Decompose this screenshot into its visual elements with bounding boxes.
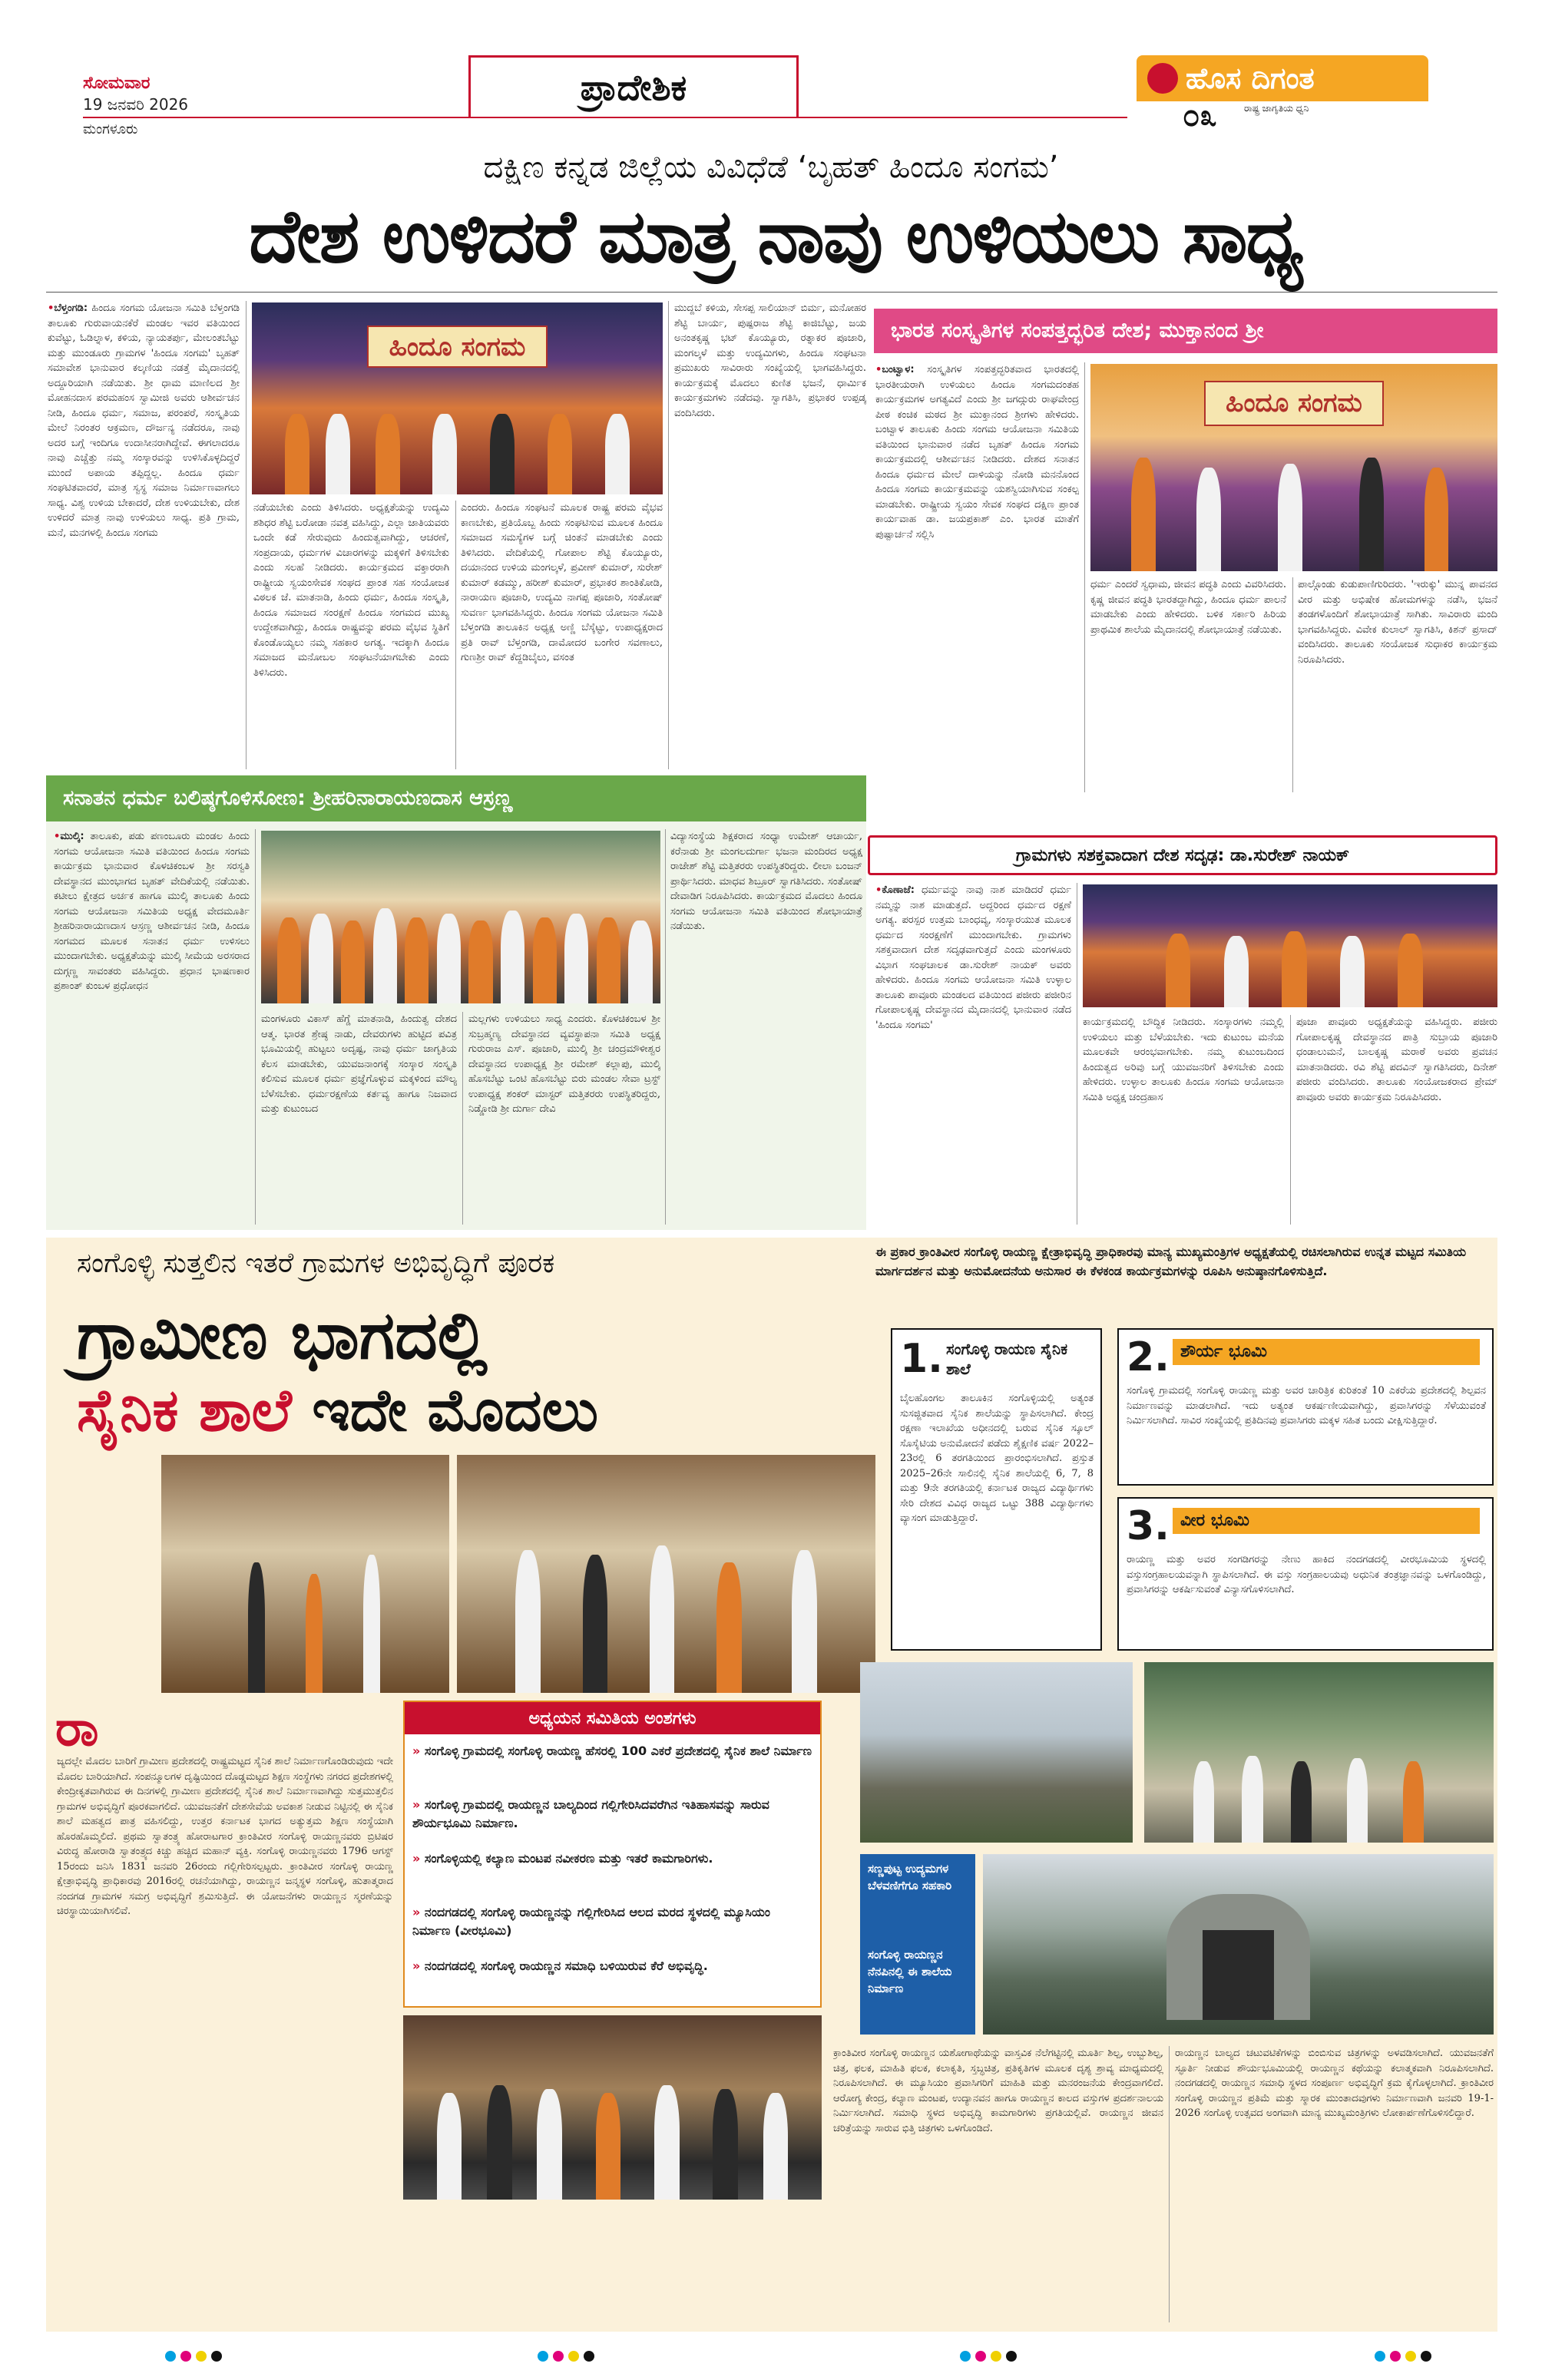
sangolli-photo-2 [457,1455,875,1693]
samiti-head: ಅಧ್ಯಯನ ಸಮಿತಿಯ ಅಂಶಗಳು [405,1702,820,1734]
box2-body: ಸಂಗೊಳ್ಳಿ ಗ್ರಾಮದಲ್ಲಿ ಸಂಗೊಳ್ಳಿ ರಾಯಣ್ಣ ಮತ್ತು ಅವರ ಚಾರಿತ್ರಿಕ ಕುರಿತಂತೆ 10 ಎಕರೆಯ ಪ್ರದೇಶದಲ್ಲಿ ಶಿಲ್ಪವನ ನಿರ್ಮಾಣವನ್ನು ಮಾಡಲಾಗಿದೆ. ಇದು ಅತ್ಯಂತ ಆಕರ್ಷಣೀಯವಾಗಿದ್ದು, ಪ್ರವಾಸಿಗರನ್ನು ಸೆಳೆಯುವಂತೆ ನಿರ್ಮಿಸಲಾಗಿದೆ. ಸಾವಿರ ಸಂಖ್ಯೆಯಲ್ಲಿ ಪ್ರತಿದಿನವು ಪ್ರವಾಸಿಗರು ಮಕ್ಕಳ ಸಹಿತ ಬಂದು ವೀಕ್ಷಿಸುತ್ತಿದ್ದಾರೆ. [1127,1385,1486,1426]
gramagalu-col-3: ಪೂಜಾ ಪಾವೂರು ಅಧ್ಯಕ್ಷತೆಯನ್ನು ವಹಿಸಿದ್ದರು. ಪಜೀರು ಗೋಪಾಲಕೃಷ್ಣ ದೇವಸ್ಥಾನದ ಪಾತ್ರಿ ಸುಬ್ರಾಯ ಪೂಜಾರಿ ಧಂಡಾಲುಮನೆ, ಬಾಲಕೃಷ್ಣ ಮರಾಠೆ ಅವರು ಪ್ರವಚನ ಮಾತನಾಡಿದರು. ರವಿ ಶೆಟ್ಟಿ ಪದವಿನ್ ಸ್ವಾಗತಿಸಿದರು, ದಿನೇಶ್ ಪಜೀರು ವಂದಿಸಿದರು. ತಾಲೂಕು ಸಂಯೋಜಕರಾದ ಪ್ರೇಮ್ ಪಾವೂರು ಅವರು ಕಾರ್ಯಕ್ರಮ ನಿರೂಪಿಸಿದರು. [1296,1016,1497,1103]
arrow-icon: » [412,1744,421,1758]
sanatana-head: ಸನಾತನ ಧರ್ಮ ಬಲಿಷ್ಠಗೊಳಿಸೋಣ: ಶ್ರೀಹರಿನಾರಾಯಣದಾಸ ಆಸ್ರಣ್ಣ [46,775,866,821]
arrow-icon: » [412,1797,421,1812]
sangolli-photo-3 [860,1662,1133,1843]
samiti-item-4 [412,1903,812,1940]
photo-banner: ಹಿಂದೂ ಸಂಗಮ [367,326,548,368]
sangolli-headline-2 [77,1376,598,1446]
sangolli-dropcap: ರಾ [55,1701,99,1757]
box2-number: 2. [1127,1334,1170,1380]
box1-body: ಬೈಲಹೊಂಗಲ ತಾಲೂಕಿನ ಸಂಗೊಳ್ಳಿಯಲ್ಲಿ ಅತ್ಯಂತ ಸುಸಜ್ಜಿತವಾದ ಸೈನಿಕ ಶಾಲೆಯನ್ನು ಸ್ಥಾಪಿಸಲಾಗಿದೆ. ಕೇಂದ್ರ ರಕ್ಷಣಾ ಇಲಾಖೆಯ ಅಧೀನದಲ್ಲಿ ಬರುವ ಸೈನಿಕ ಸ್ಕೂಲ್ ಸೊಸೈಟಿಯ ಅನುಮೋದನೆ ಪಡೆದು ಶೈಕ್ಷಣಿಕ ವರ್ಷ 2022–23ರಲ್ಲಿ 6 ತರಗತಿಯಿಂದ ಪ್ರಾರಂಭಿಸಲಾಗಿದೆ. ಪ್ರಸ್ತುತ 2025–26ನೇ ಸಾಲಿನಲ್ಲಿ ಸೈನಿಕ ಶಾಲೆಯಲ್ಲಿ 6, 7, 8 ಮತ್ತು 9ನೇ ತರಗತಿಯಲ್ಲಿ ಕರ್ನಾಟಕ ರಾಜ್ಯದ ವಿದ್ಯಾರ್ಥಿಗಳು ಸೇರಿ ದೇಶದ ವಿವಿಧ ರಾಜ್ಯದ ಒಟ್ಟು 388 ವಿದ್ಯಾರ್ಥಿಗಳು ವ್ಯಾಸಂಗ ಮಾಡುತ್ತಿದ್ದಾರೆ. [900,1393,1094,1524]
samiti-item-2-text: ಸಂಗೊಳ್ಳಿ ಗ್ರಾಮದಲ್ಲಿ ರಾಯಣ್ಣನ ಬಾಲ್ಯದಿಂದ ಗಲ್ಲಿಗೇರಿಸಿದವರೆಗಿನ ಇತಿಹಾಸವನ್ನು ಸಾರುವ ಶೌರ್ಯಭೂಮಿ ನಿರ್ಮಾಣ. [412,1797,769,1830]
bullet-icon: • [48,302,55,314]
box3 [1117,1497,1494,1651]
sanatana-col-3: ಮಲ್ಲಗಳು ಉಳಿಯಲು ಸಾಧ್ಯ ಎಂದರು. ಕೊಳಚಿಕಂಬಳ ಶ್ರೀ ಸುಬ್ರಹ್ಮಣ್ಯ ದೇವಸ್ಥಾನದ ವ್ಯವಸ್ಥಾಪನಾ ಸಮಿತಿ ಅಧ್ಯಕ್ಷ ಗುರುರಾಜ ಎಸ್. ಪೂಜಾರಿ, ಮುಲ್ಕಿ ಶ್ರೀ ಚಂದ್ರಮೌಳೀಶ್ವರ ದೇವಸ್ಥಾನದ ಉಪಾಧ್ಯಕ್ಷ ಶ್ರೀ ರಮೇಶ್ ಕಲ್ಲಾಪು, ಮುಲ್ಕಿ ಹೊಸಬೆಟ್ಟು ಒಂಟಿ ಹೊಸಬೆಟ್ಟು ಬಿರು ಮಂಡಲ ಸೇವಾ ಟ್ರಸ್ಟ್ ಉಪಾಧ್ಯಕ್ಷ ಶಂಕರ್ ಮಾಸ್ಟರ್ ಮತ್ತಿತರರು ಉಪಸ್ಥಿತರಿದ್ದರು, ನಿಡ್ಡೋಡಿ ಶ್ರೀ ದುರ್ಗಾ ದೇವಿ [468,1013,660,1115]
sangolli-photo-6 [403,2015,822,2200]
sanatana-col-2: ಮಂಗಳೂರು ವಿಕಾಸ್ ಹೆಗ್ಡೆ ಮಾತನಾಡಿ, ಹಿಂದುತ್ವ ದೇಶದ ಆತ್ಮ. ಭಾರತ ಶ್ರೇಷ್ಠ ನಾಡು, ದೇವರುಗಳು ಹುಟ್ಟಿದ ಪವಿತ್ರ ಭೂಮಿಯಲ್ಲಿ ಹುಟ್ಟಲು ಅದೃಷ್ಟ, ನಾವು ಧರ್ಮ ಜಾಗೃತಿಯ ಕೆಲಸ ಮಾಡಬೇಕು, ಯುವಜನಾಂಗಕ್ಕೆ ಸಂಸ್ಕಾರ ಸಂಸ್ಕೃತಿ ಕಲಿಸುವ ಮೂಲಕ ಧರ್ಮ ಪ್ರಜ್ಞೆಗೊಳ್ಳುವ ಮಕ್ಕಳಿಂದ ಮೌಲ್ಯ ಬೆಳೆಸಬೇಕು. ಧರ್ಮರಕ್ಷಣೆಯ ಕರ್ತವ್ಯ ಹಾಗೂ ನಿಜವಾದ ಮತ್ತು ಕುಟುಂಬದ [261,1013,457,1115]
gramagalu-col-1-text: ಧರ್ಮವನ್ನು ನಾವು ನಾಶ ಮಾಡಿದರೆ ಧರ್ಮ ನಮ್ಮನ್ನು ನಾಶ ಮಾಡುತ್ತದೆ. ಅದ್ದರಿಂದ ಧರ್ಮದ ರಕ್ಷಣೆ ಅಗತ್ಯ. ಪರಸ್ಪರ ಉತ್ತಮ ಬಾಂಧವ್ಯ, ಸಂಸ್ಕಾರಯುತ ಮೂಲಕ ಧರ್ಮದ ಸಂರಕ್ಷಣೆಗೆ ಮುಂದಾಗಬೇಕು. ಗ್ರಾಮಗಳು ಸಶಕ್ತವಾದಾಗ ದೇಶ ಸದೃಢವಾಗುತ್ತದೆ ಎಂದು ಮಂಗಳೂರು ವಿಭಾಗ ಸಂಘಚಾಲಕ ಡಾ.ಸುರೇಶ್ ನಾಯಕ್ ಅವರು ಹೇಳಿದರು. ಹಿಂದೂ ಸಂಗಮ ಆಯೋಜನಾ ಸಮಿತಿ ಉಳ್ಳಾಲ ತಾಲೂಕು ಪಾವೂರು ಮಂಡಲದ ವತಿಯಿಂದ ಪಜೀರು ಪಜೀರಿನ ಗೋಪಾಲಕೃಷ್ಣ ದೇವಸ್ಥಾನದ ಮೈದಾನದಲ್ಲಿ ಭಾನುವಾರ ನಡೆದ 'ಹಿಂದೂ ಸಂಗಮ' [875,884,1071,1031]
box2 [1117,1328,1494,1486]
lead-dateline: ಬೆಳ್ತಂಗಡಿ: [54,302,88,314]
lotus-icon [1147,63,1178,94]
sangolli-photo-4 [1144,1662,1494,1843]
samiti-item-3 [412,1849,812,1868]
bharat-photo [1090,364,1497,571]
box3-number: 3. [1127,1503,1170,1549]
sanatana-photo [261,831,660,1003]
side-point-2: ಸಂಗೊಳ್ಳಿ ರಾಯಣ್ಣನ ನೆನಪಿನಲ್ಲಿ ಈ ಶಾಲೆಯ ನಿರ್ಮಾಣ [868,1948,952,1995]
box1-number: 1. [900,1336,943,1382]
bharat-col-3: ಧರ್ಮ ಎಂದರೆ ಸ್ವಧಾಮ, ಜೀವನ ಪದ್ಧತಿ ಎಂದು ವಿವರಿಸಿದರು. ಕೃಷ್ಣ ಜೀವನ ಪದ್ಧತಿ ಭಾರತದ್ದಾಗಿದ್ದು, ಹಿಂದೂ ಧರ್ಮ ಪಾಲನೆ ಮಾಡಬೇಕು ಎಂದು ಹೇಳಿದರು. ಬಳಿಕ ಸರ್ಕಾರಿ ಹಿರಿಯ ಪ್ರಾಥಮಿಕ ಶಾಲೆಯ ಮೈದಾನದಲ್ಲಿ ಶೋಭಾಯಾತ್ರೆ ನಡೆಯಿತು. [1090,579,1286,636]
page-number: ೦೩ [1183,98,1217,134]
bharat-dateline: ಬಂಟ್ವಾಳ: [882,364,915,375]
lead-col-4: ಮುದ್ದಬೆ ಕಳಿಯ, ಸೇಸಪ್ಪ ಸಾಲಿಯಾನ್ ಬಿರ್ಮ, ಮನೋಹರ ಶೆಟ್ಟಿ ಬಾರ್ಯ, ಪುಷ್ಪರಾಜ ಶೆಟ್ಟಿ ಕಾಜಿಬೆಟ್ಟು, ಜಯ ಅನಂತಕೃಷ್ಣ ಭಟ್ ಕೊಯ್ಯೂರು, ರತ್ನಾಕರ ಪೂಜಾರಿ, ಮಂಗಲ್ಕಳೆ ಮತ್ತು ಉದ್ಯಮಿಗಳು, ಹಿಂದೂ ಸಂಘಟನಾ ಪ್ರಮುಖರು ಸಾವಿರಾರು ಸಂಖ್ಯೆಯಲ್ಲಿ ಭಾಗವಹಿಸಿದ್ದರು. ಕಾರ್ಯಕ್ರಮಕ್ಕೆ ಮೊದಲು ಕುಣಿತ ಭಜನೆ, ಧಾರ್ಮಿಕ ಕಾರ್ಯಕ್ರಮಗಳು ನಡೆದವು. ಸ್ವಾಗತಿಸಿ, ಪ್ರಭಾಕರ ಉಪ್ಪಡ್ಕ ವಂದಿಸಿದರು. [674,302,866,419]
lead-photo [252,302,663,494]
lead-col-2: ನಡೆಯಬೇಕು ಎಂದು ತಿಳಿಸಿದರು. ಅಧ್ಯಕ್ಷತೆಯನ್ನು ಉದ್ಯಮಿ ಶಶಿಧರ ಶೆಟ್ಟಿ ಬರೋಡಾ ನವತ್ತ ವಹಿಸಿದ್ದು, ಎಲ್ಲಾ ಜಾತಿಯವರು ಒಂದೇ ಕಡೆ ಸೇರುವುದು ಹಿಂದುತ್ವವಾಗಿದ್ದು, ಆಚರಣೆ, ಸಂಪ್ರದಾಯ, ಧರ್ಮಗಳ ವಿಚಾರಗಳನ್ನು ಮಕ್ಕಳಿಗೆ ತಿಳಿಸಬೇಕು ಎಂದು ಸಲಹೆ ನೀಡಿದರು. ಕಾರ್ಯಕ್ರಮದ ವಕ್ತಾರರಾಗಿ ರಾಷ್ಟ್ರೀಯ ಸ್ವಯಂಸೇವಕ ಸಂಘದ ಪ್ರಾಂತ ಸಹ ಸಂಯೋಜಕ ವಿಠಲಕ ಜೆ. ಮಾತನಾಡಿ, ಹಿಂದು ಧರ್ಮ, ಹಿಂದೂ ಸಂಸ್ಕೃತಿ, ಹಿಂದೂ ಸಮಾಜದ ಸಂರಕ್ಷಣೆ ಹಿಂದೂ ಸಂಗಮದ ಮುಖ್ಯ ಉದ್ದೇಶವಾಗಿದ್ದು, ಹಿಂದೂ ರಾಷ್ಟ್ರವನ್ನು ಪರಮ ವೈಭವ ಸ್ಥಿತಿಗೆ ಕೊಂಡೊಯ್ಯಲು ನಮ್ಮ ಸಹಕಾರ ಅಗತ್ಯ. ಇದಕ್ಕಾಗಿ ಹಿಂದೂ ಸಮಾಜದ ಮನೋಬಲ ಸಂಘಟನೆಯಾಗಬೇಕು ಎಂದು ತಿಳಿಸಿದರು. [253,502,449,679]
samiti-item-5-text: ನಂದಗಡದಲ್ಲಿ ಸಂಗೊಳ್ಳಿ ರಾಯಣ್ಣನ ಸಮಾಧಿ ಬಳಿಯಿರುವ ಕೆರೆ ಅಭಿವೃದ್ಧಿ. [424,1959,708,1973]
lead-col-1-text: ಹಿಂದೂ ಸಂಗಮ ಯೋಜನಾ ಸಮಿತಿ ಬೆಳ್ತಂಗಡಿ ತಾಲೂಕು ಗುರುವಾಯನಕೆರೆ ಮಂಡಲ ಇವರ ವತಿಯಿಂದ ಕುವೆಟ್ಟು, ಓಡಿಲ್ನಾಳ, ಕಳಿಯ, ನ್ಯಾಯತರ್ಪು, ಮೇಲಂತಬೆಟ್ಟು ಮತ್ತು ಮುಂಡೂರು ಗ್ರಾಮಗಳ 'ಹಿಂದೂ ಸಂಗಮ' ಬೃಹತ್ ಸಮಾವೇಶ ಭಾನುವಾರ ಕಲ್ಕಣಿಯ ನಡತ್ತೆ ಮೈದಾನದಲ್ಲಿ ಅದ್ದೂರಿಯಾಗಿ ನಡೆಯಿತು. ಶ್ರೀ ಧಾಮ ಮಾಣಿಲದ ಶ್ರೀ ಮೋಹನದಾಸ ಪರಮಹಂಸ ಸ್ವಾಮೀಜಿ ಅವರು ಆಶೀರ್ವಚನ ನೀಡಿ, ಹಿಂದೂ ಧರ್ಮ, ಸಮಾಜ, ಪರಂಪರೆ, ಸಂಸ್ಕೃತಿಯ ಮೇಲೆ ನಿರಂತರ ಆಕ್ರಮಣ, ದೌರ್ಜನ್ಯ ನಡೆದರೂ, ನಾವು ಅದರ ಬಗ್ಗೆ ಇಂದಿಗೂ ಉದಾಸೀನರಾಗಿದ್ದೇವೆ. ಈಗಲಾದರೂ ನಾವು ಎಚ್ಚೆತ್ತು ನಮ್ಮ ಸಂಸ್ಕಾರವನ್ನು ಉಳಿಸಿಕೊಳ್ಳದಿದ್ದರೆ ಮುಂದೆ ಅಪಾಯ ತಪ್ಪಿದ್ದಲ್ಲ. ಹಿಂದೂ ಧರ್ಮ ಸಂಘಟಿತವಾದರೆ, ಮಾತ್ರ ಸ್ವಸ್ಥ ಸಮಾಜ ನಿರ್ಮಾಣವಾಗಲು ಸಾಧ್ಯ. ವಿಶ್ವ ಉಳಿಯ ಬೇಕಾದರೆ, ದೇಶ ಉಳಿಯಬೇಕು, ದೇಶ ಉಳಿದರೆ ಮಾತ್ರ ನಾವು ಉಳಿಯಲು ಸಾಧ್ಯ. ಪ್ರತಿ ಗ್ರಾಮ, ಮನೆ, ಮನಗಳಲ್ಲಿ ಹಿಂದೂ ಸಂಗಮ [48,302,240,539]
gramagalu-col-1: •ಕೊಣಾಜೆ: ಧರ್ಮವನ್ನು ನಾವು ನಾಶ ಮಾಡಿದರೆ ಧರ್ಮ ನಮ್ಮನ್ನು ನಾಶ ಮಾಡುತ್ತದೆ. ಅದ್ದರಿಂದ ಧರ್ಮದ ರಕ್ಷಣೆ ಅಗತ್ಯ. ಪರಸ್ಪರ ಉತ್ತಮ ಬಾಂಧವ್ಯ, ಸಂಸ್ಕಾರಯುತ ಮೂಲಕ ಧರ್ಮದ ಸಂರಕ್ಷಣೆಗೆ ಮುಂದಾಗಬೇಕು. ಗ್ರಾಮಗಳು ಸಶಕ್ತವಾದಾಗ ದೇಶ ಸದೃಢವಾಗುತ್ತದೆ ಎಂದು ಮಂಗಳೂರು ವಿಭಾಗ ಸಂಘಚಾಲಕ ಡಾ.ಸುರೇಶ್ ನಾಯಕ್ ಅವರು ಹೇಳಿದರು. ಹಿಂದೂ ಸಂಗಮ ಆಯೋಜನಾ ಸಮಿತಿ ಉಳ್ಳಾಲ ತಾಲೂಕು ಪಾವೂರು ಮಂಡಲದ ವತಿಯಿಂದ ಪಜೀರು ಪಜೀರಿನ ಗೋಪಾಲಕೃಷ್ಣ ದೇವಸ್ಥಾನದ ಮೈದಾನದಲ್ಲಿ ಭಾನುವಾರ ನಡೆದ 'ಹಿಂದೂ ಸಂಗಮ' [875,884,1071,1031]
lead-col-3: ಎಂದರು. ಹಿಂದೂ ಸಂಘಟನೆ ಮೂಲಕ ರಾಷ್ಟ್ರ ಪರಮ ವೈಭವ ಕಾಣಬೇಕು, ಪ್ರತಿಯೊಬ್ಬ ಹಿಂದು ಸಂಘಟಿಸುವ ಮೂಲಕ ಹಿಂದೂ ಸಮಾಜದ ಸಮಸ್ಯೆಗಳ ಬಗ್ಗೆ ಚಿಂತನೆ ಮಾಡಬೇಕು ಎಂದು ತಿಳಿಸಿದರು. ವೇದಿಕೆಯಲ್ಲಿ ಗೋಪಾಲ ಶೆಟ್ಟಿ ಕೊಯ್ಯೂರು, ದಯಾನಂದ ಉಳಿಯ ಮಂಗಲ್ಕಳೆ, ಪ್ರವೀಣ್ ಕುಮಾರ್, ಸುರೇಶ್ ಕುಮಾರ್ ಕಡಮ್ಮು, ಹರೀಶ್ ಕುಮಾರ್, ಪ್ರಭಾಕರ ಶಾಂತಿಕೋಡಿ, ನಾರಾಯಣ ಪೂಜಾರಿ, ಉದ್ಯಮಿ ನಾಗಪ್ಪ ಪೂಜಾರಿ, ಸಂತೋಷ್ ಸುವರ್ಣ ಭಾಗವಹಿಸಿದ್ದರು. ಹಿಂದೂ ಸಂಗಮ ಯೋಜನಾ ಸಮಿತಿ ಬೆಳ್ತಂಗಡಿ ತಾಲೂಕಿನ ಅಧ್ಯಕ್ಷ ಅಣ್ಣಿ ಬೆಸ್ಕೆಟ್ಟು, ಉಪಾಧ್ಯಕ್ಷರಾದ ಪ್ರತಿ ರಾವ್ ಬೆಳ್ತಂಗಡಿ, ದಾಮೋದರ ಬಂಗೇರ ಸವಣಾಲು, ಗುಣಶ್ರೀ ರಾವ್ ಕೆದ್ದಡಿಬೈಲು, ವಸಂತ [461,502,663,663]
city-label: ಮಂಗಳೂರು [83,121,138,137]
sanatana-col-4: ವಿದ್ಯಾಸಂಸ್ಥೆಯ ಶಿಕ್ಷಕರಾದ ಸಂಧ್ಯಾ ಉಮೇಶ್ ಆಚಾರ್ಯ, ಕರೆನಾಡು ಶ್ರೀ ಮಂಗಲದುರ್ಗಾ ಭಜನಾ ಮಂದಿರದ ಅಧ್ಯಕ್ಷ ರಾಜೇಶ್ ಶೆಟ್ಟಿ ಮತ್ತಿತರರು ಉಪಸ್ಥಿತರಿದ್ದರು. ಲೀಲಾ ಬಂಜನ್ ಪ್ರಾರ್ಥಿಸಿದರು. ಮಾಧವ ಶಿಬ್ರೂರ್ ಸ್ವಾಗತಿಸಿದರು. ಸಂತೋಷ್ ದೇವಾಡಿಗ ನಿರೂಪಿಸಿದರು. ಕಾರ್ಯಕ್ರಮದ ಮೊದಲು ಹಿಂದೂ ಸಂಗಮ ಆಯೋಜನಾ ಸಮಿತಿ ವತಿಯಿಂದ ಶೋಭಾಯಾತ್ರೆ ನಡೆಯಿತು. [670,831,862,932]
gramagalu-dateline: ಕೊಣಾಜೆ: [882,884,915,896]
samiti-box [403,1701,822,2008]
sangolli-intro: ಈ ಪ್ರಕಾರ ಕ್ರಾಂತಿವೀರ ಸಂಗೊಳ್ಳಿ ರಾಯಣ್ಣ ಕ್ಷೇತ್ರಾಭಿವೃದ್ಧಿ ಪ್ರಾಧಿಕಾರವು ಮಾನ್ಯ ಮುಖ್ಯಮಂತ್ರಿಗಳ ಅಧ್ಯಕ್ಷತೆಯಲ್ಲಿ ರಚಿಸಲಾಗಿರುವ ಉನ್ನತ ಮಟ್ಟದ ಸಮಿತಿಯ ಮಾರ್ಗದರ್ಶನ ಮತ್ತು ಅನುಮೋದನೆಯ ಅನುಸಾರ ಈ ಕೆಳಕಂಡ ಕಾರ್ಯಕ್ರಮಗಳನ್ನು ರೂಪಿಸಿ ಅನುಷ್ಠಾನಗೊಳಿಸುತ್ತಿದೆ. [875,1245,1467,1278]
samiti-item-2 [412,1796,812,1833]
logo-tagline: ರಾಷ್ಟ್ರ ಜಾಗೃತಿಯ ಧ್ವನಿ [1244,103,1309,114]
sangolli-photo-5 [983,1854,1494,2035]
bharat-head: ಭಾರತ ಸಂಸ್ಕೃತಿಗಳ ಸಂಪತ್ತದ್ಭರಿತ ದೇಶ; ಮುಕ್ತಾನಂದ ಶ್ರೀ [874,309,1497,353]
samiti-item-1-text: ಸಂಗೊಳ್ಳಿ ಗ್ರಾಮದಲ್ಲಿ ಸಂಗೊಳ್ಳಿ ರಾಯಣ್ಣ ಹೆಸರಲ್ಲಿ 100 ಎಕರೆ ಪ್ರದೇಶದಲ್ಲಿ ಸೈನಿಕ ಶಾಲೆ ನಿರ್ಮಾಣ [424,1744,812,1758]
side-point-1: ಸಣ್ಣಪುಟ್ಟ ಉದ್ಯಮಗಳ ಬೆಳವಣಿಗೆಗೂ ಸಹಕಾರಿ [868,1862,952,1892]
side-points-box [860,1854,975,2035]
sangolli-photo-1 [161,1455,449,1693]
day-label: ಸೋಮವಾರ [83,74,151,93]
sangolli-body-1: ಜ್ಯದಲ್ಲೇ ಮೊದಲ ಬಾರಿಗೆ ಗ್ರಾಮೀಣ ಪ್ರದೇಶದಲ್ಲಿ ರಾಷ್ಟ್ರಮಟ್ಟದ ಸೈನಿಕ ಶಾಲೆ ನಿರ್ಮಾಣಗೊಂಡಿರುವುದು ಇದೇ ಮೊದಲ ಬಾರಿಯಾಗಿದೆ. ಸಂಪನ್ಮೂಲಗಳ ದೃಷ್ಟಿಯಿಂದ ದೊಡ್ಡಮಟ್ಟದ ಶಿಕ್ಷಣ ಸಂಸ್ಥೆಗಳು ನಗರದ ಪ್ರದೇಶಗಳಲ್ಲಿ ಕೇಂದ್ರೀಕೃತವಾಗಿರುವ ಈ ದಿನಗಳಲ್ಲಿ ಗ್ರಾಮೀಣ ಪ್ರದೇಶದಲ್ಲಿ ಸೈನಿಕ ಶಾಲೆ ನಿರ್ಮಾಣವಾಗಿದ್ದು ಸುತ್ತಮುತ್ತಲಿನ ಗ್ರಾಮಗಳ ಅಭಿವೃದ್ಧಿಗೆ ಪೂರಕವಾಗಲಿದೆ. ಯುವಜನತೆಗೆ ದೇಶಸೇವೆಯ ಅವಕಾಶ ನೀಡುವ ನಿಟ್ಟಿನಲ್ಲಿ ಈ ಸೈನಿಕ ಶಾಲೆ ಮಹತ್ವದ ಪಾತ್ರ ವಹಿಸಲಿದ್ದು, ಉತ್ತರ ಕರ್ನಾಟಕ ಭಾಗದ ಅತ್ಯುತ್ತಮ ಶಿಕ್ಷಣ ಸಂಸ್ಥೆಯಾಗಿ ಹೊರಹೊಮ್ಮಲಿದೆ. ಪ್ರಥಮ ಸ್ವಾತಂತ್ರ್ಯ ಹೋರಾಟಗಾರ ಕ್ರಾಂತಿವೀರ ಸಂಗೊಳ್ಳಿ ರಾಯಣ್ಣನವರು ಬ್ರಿಟಿಷರ ವಿರುದ್ಧ ಹೋರಾಡಿ ಸ್ವಾತಂತ್ರ್ಯದ ಕಿಚ್ಚು ಹಚ್ಚಿದ ಮಹಾನ್ ವ್ಯಕ್ತಿ. ಸಂಗೊಳ್ಳಿ ರಾಯಣ್ಣನವರು 1796 ಆಗಸ್ಟ್ 15ರಂದು ಜನಿಸಿ 1831 ಜನವರಿ 26ರಂದು ಗಲ್ಲಿಗೇರಿಸಲ್ಪಟ್ಟರು. ಕ್ರಾಂತಿವೀರ ಸಂಗೊಳ್ಳಿ ರಾಯಣ್ಣ ಕ್ಷೇತ್ರಾಭಿವೃದ್ಧಿ ಪ್ರಾಧಿಕಾರವು 2016ರಲ್ಲಿ ರಚನೆಯಾಗಿದ್ದು, ರಾಯಣ್ಣನ ಜನ್ಮಸ್ಥಳ ಸಂಗೊಳ್ಳಿ, ಹುತಾತ್ಮರಾದ ನಂದಗಡ ಗ್ರಾಮಗಳ ಸಮಗ್ರ ಅಭಿವೃದ್ಧಿಗೆ ಶ್ರಮಿಸುತ್ತಿದೆ. ಈ ಯೋಜನೆಗಳು ರಾಯಣ್ಣನ ಸ್ಮರಣೆಯನ್ನು ಚಿರಸ್ಥಾಯಿಯಾಗಿಸಲಿವೆ. [57,1756,393,1917]
bharat-col-4: ಪಾಲ್ಗೊಂಡು ಕುಡುಪಾಣಿಗುರಿದರು. 'ಇರುಕ್ಕು' ಮುನ್ನ ಪಾವನದ ವೀರ ಮತ್ತು ಅಭಿಷೇಕ ಹೋಮಗಳನ್ನು ನಡೆಸಿ, ಭಜನೆ ತಂಡಗಳೊಂದಿಗೆ ಶೋಭಾಯಾತ್ರೆ ಸಾಗಿತು. ಸಾವಿರಾರು ಮಂದಿ ಭಾಗವಹಿಸಿದ್ದರು. ವಿವೇಕ ಕುಲಾಲ್ ಸ್ವಾಗತಿಸಿ, ಕಿಶನ್ ಪ್ರಸಾದ್ ವಂದಿಸಿದರು. ತಾಲೂಕು ಸಂಯೋಜಕ ಸುಧಾಕರ ಕಾರ್ಯಕ್ರಮ ನಿರೂಪಿಸಿದರು. [1298,579,1497,666]
sanatana-dateline: ಮುಲ್ಕಿ: [60,831,84,842]
section-label [468,55,799,118]
photo-banner-2: ಹಿಂದೂ ಸಂಗಮ [1204,381,1383,426]
samiti-item-1 [412,1742,812,1760]
sangolli-headline-2b: ಇದೇ ಮೊದಲು [312,1376,599,1444]
logo-block [1137,55,1428,101]
box3-title: ವೀರ ಭೂಮಿ [1173,1508,1480,1534]
gramagalu-col-2: ಕಾರ್ಯಕ್ರಮದಲ್ಲಿ ಬೌದ್ಧಿಕ ನೀಡಿದರು. ಸಂಸ್ಕಾರಗಳು ನಮ್ಮಲ್ಲಿ ಉಳಿಯಲು ಮತ್ತು ಬೆಳೆಯಬೇಕು. ಇದು ಕುಟುಂಬ ಮನೆಯ ಮೂಲಕವೇ ಆರಂಭವಾಗಬೇಕು. ನಮ್ಮ ಕುಟುಂಬದಿಂದ ಹಿಂದುತ್ವದ ಅರಿವು ಬಗ್ಗೆ ಯುವಜನರಿಗೆ ತಿಳಿಸಬೇಕು ಎಂದು ಹೇಳಿದರು. ಉಳ್ಳಾಲ ತಾಲೂಕು ಹಿಂದೂ ಸಂಗಮ ಆಯೋಜನಾ ಸಮಿತಿ ಅಧ್ಯಕ್ಷ ಚಂದ್ರಹಾಸ [1083,1016,1284,1103]
arrow-icon: » [412,1905,421,1919]
sangolli-headline-1: ಗ್ರಾಮೀಣ ಭಾಗದಲ್ಲಿ [77,1297,488,1374]
arrow-icon: » [412,1959,421,1973]
sanatana-col-1-text: ತಾಲೂಕು, ಪಡು ಪಣಂಬೂರು ಮಂಡಲ ಹಿಂದು ಸಂಗಮ ಆಯೋಜನಾ ಸಮಿತಿ ವತಿಯಿಂದ ಹಿಂದೂ ಸಂಗಮ ಕಾರ್ಯಕ್ರಮ ಭಾನುವಾರ ಕೊಳಚಿಕಂಬಳ ಶ್ರೀ ಸರಸ್ವತಿ ದೇವಸ್ಥಾನದ ಮುಂಭಾಗದ ಬೃಹತ್ ವೇದಿಕೆಯಲ್ಲಿ ನಡೆಯಿತು. ಕಟೀಲು ಕ್ಷೇತ್ರದ ಅರ್ಚಕ ಹಾಗೂ ಮುಲ್ಕಿ ತಾಲೂಕು ಹಿಂದು ಸಂಗಮ ಆಯೋಜನಾ ಸಮಿತಿಯ ಅಧ್ಯಕ್ಷ ವೇದಮೂರ್ತಿ ಶ್ರೀಹರಿನಾರಾಯಣದಾಸ ಆಸ್ರಣ್ಣ ಆಶೀರ್ವಚನ ನೀಡಿ, ಹಿಂದೂ ಸಂಗಮದ ಮೂಲಕ ಸನಾತನ ಧರ್ಮ ಉಳಿಸಲು ಮುಂದಾಗಬೇಕು. ಅಧ್ಯಕ್ಷತೆಯನ್ನು ಮುಲ್ಕಿ ಸೀಮೆಯ ಅರಸರಾದ ದುಗ್ಗಣ್ಣ ಸಾವಂತರು ವಹಿಸಿದ್ದರು. ಪ್ರಧಾನ ಭಾಷಣಕಾರ ಪ್ರಶಾಂತ್ ಕುಂಬಳ ಪ್ರಧೋಧನ [54,831,250,992]
box3-body: ರಾಯಣ್ಣ ಮತ್ತು ಅವರ ಸಂಗಡಿಗರನ್ನು ನೇಣು ಹಾಕಿದ ನಂದಗಡದಲ್ಲಿ ವೀರಭೂಮಿಯ ಸ್ಥಳದಲ್ಲಿ ವಸ್ತುಸಂಗ್ರಹಾಲಯವನ್ನಾಗಿ ಸ್ಥಾಪಿಸಲಾಗಿದೆ. ಈ ವಸ್ತು ಸಂಗ್ರಹಾಲಯವು ಅಧುನಿಕ ತಂತ್ರಜ್ಞಾನವನ್ನು ಒಳಗೊಂಡಿದ್ದು, ಪ್ರವಾಸಿಗರನ್ನು ಆಕರ್ಷಿಸುವಂತೆ ವಿನ್ಯಾಸಗೊಳಿಸಲಾಗಿದೆ. [1127,1554,1486,1595]
lead-headline: ದೇಶ ಉಳಿದರೆ ಮಾತ್ರ ನಾವು ಉಳಿಯಲು ಸಾಧ್ಯ [249,193,1302,279]
samiti-item-3-text: ಸಂಗೊಳ್ಳಿಯಲ್ಲಿ ಕಲ್ಯಾಣ ಮಂಟಪ ನವೀಕರಣ ಮತ್ತು ಇತರೆ ಕಾಮಗಾರಿಗಳು. [424,1851,713,1866]
box1 [891,1328,1102,1651]
gramagalu-head: ಗ್ರಾಮಗಳು ಸಶಕ್ತವಾದಾಗ ದೇಶ ಸದೃಢ: ಡಾ.ಸುರೇಶ್ ನಾಯಕ್ [868,835,1497,875]
sanatana-col-1: •ಮುಲ್ಕಿ: ತಾಲೂಕು, ಪಡು ಪಣಂಬೂರು ಮಂಡಲ ಹಿಂದು ಸಂಗಮ ಆಯೋಜನಾ ಸಮಿತಿ ವತಿಯಿಂದ ಹಿಂದೂ ಸಂಗಮ ಕಾರ್ಯಕ್ರಮ ಭಾನುವಾರ ಕೊಳಚಿಕಂಬಳ ಶ್ರೀ ಸರಸ್ವತಿ ದೇವಸ್ಥಾನದ ಮುಂಭಾಗದ ಬೃಹತ್ ವೇದಿಕೆಯಲ್ಲಿ ನಡೆಯಿತು. ಕಟೀಲು ಕ್ಷೇತ್ರದ ಅರ್ಚಕ ಹಾಗೂ ಮುಲ್ಕಿ ತಾಲೂಕು ಹಿಂದು ಸಂಗಮ ಆಯೋಜನಾ ಸಮಿತಿಯ ಅಧ್ಯಕ್ಷ ವೇದಮೂರ್ತಿ ಶ್ರೀಹರಿನಾರಾಯಣದಾಸ ಆಸ್ರಣ್ಣ ಆಶೀರ್ವಚನ ನೀಡಿ, ಹಿಂದೂ ಸಂಗಮದ ಮೂಲಕ ಸನಾತನ ಧರ್ಮ ಉಳಿಸಲು ಮುಂದಾಗಬೇಕು. ಅಧ್ಯಕ್ಷತೆಯನ್ನು ಮುಲ್ಕಿ ಸೀಮೆಯ ಅರಸರಾದ ದುಗ್ಗಣ್ಣ ಸಾವಂತರು ವಹಿಸಿದ್ದರು. ಪ್ರಧಾನ ಭಾಷಣಕಾರ ಪ್ರಶಾಂತ್ ಕುಂಬಳ ಪ್ರಧೋಧನ [54,831,250,992]
samiti-item-5 [412,1957,812,1975]
box1-title: ಸಂಗೊಳ್ಳಿ ರಾಯಣ ಸೈನಿಕ ಶಾಲೆ [946,1340,1068,1378]
arrow-icon: » [412,1851,421,1866]
bharat-col-1: •ಬಂಟ್ವಾಳ: ಸಂಸ್ಕೃತಿಗಳ ಸಂಪತ್ತದ್ಭರಿತವಾದ ಭಾರತದಲ್ಲಿ ಭಾರತೀಯರಾಗಿ ಉಳಿಯಲು ಹಿಂದೂ ಸಂಗಮದಂತಹ ಕಾರ್ಯಕ್ರಮಗಳ ಅಗತ್ಯವಿದೆ ಎಂದು ಶ್ರೀ ಜಗದ್ಗುರು ರಾಘವೇಂದ್ರ ಪೀಠ ಕಂಚಿಕ ಮಠದ ಶ್ರೀ ಮುಕ್ತಾನಂದ ಶ್ರೀಗಳು ಹೇಳಿದರು. ಬಂಟ್ವಾಳ ತಾಲೂಕು ಹಿಂದು ಸಂಗಮ ಆಯೋಜನಾ ಸಮಿತಿಯ ವತಿಯಿಂದ ಭಾನುವಾರ ನಡೆದ ಬೃಹತ್ ಹಿಂದೂ ಸಂಗಮ ಕಾರ್ಯಕ್ರಮದಲ್ಲಿ ಆಶೀರ್ವಚನ ನೀಡಿದರು. ದೇಶದ ಸನಾತನ ಹಿಂದೂ ಧರ್ಮದ ಮೇಲೆ ದಾಳಿಯನ್ನು ನೋಡಿ ಮನನೊಂದ ಹಿಂದೂ ಸಂಗಮ ಕಾರ್ಯಕ್ರಮವನ್ನು ಯಶಸ್ವಿಯಾಗಿಸುವ ಸಂಕಲ್ಪ ಮಾಡಬೇಕು. ರಾಷ್ಟ್ರೀಯ ಸ್ವಯಂ ಸೇವಕ ಸಂಘದ ದಕ್ಷಿಣ ಪ್ರಾಂತ ಕಾರ್ಯವಾಹ ಡಾ. ಜಯಪ್ರಕಾಶ್ ಎಂ. ಭಾರತ ಮಾತೆಗೆ ಪುಷ್ಪಾರ್ಚನೆ ಸಲ್ಲಿಸಿ [875,364,1079,540]
gramagalu-photo [1083,884,1497,1007]
box2-title: ಶೌರ್ಯ ಭೂಮಿ [1173,1339,1480,1365]
lead-col-1 [48,301,240,769]
sangolli-body-3: ರಾಯಣ್ಣನ ಬಾಲ್ಯದ ಚಟುವಟಿಕೆಗಳನ್ನು ಬಿಂಬಿಸುವ ಚಿತ್ರಗಳನ್ನು ಅಳವಡಿಸಲಾಗಿದೆ. ಯುವಜನತೆಗೆ ಸ್ಫೂರ್ತಿ ನೀಡುವ ಶೌರ್ಯಭೂಮಿಯಲ್ಲಿ ರಾಯಣ್ಣನ ಕಥೆಯನ್ನು ಕಲಾತ್ಮಕವಾಗಿ ನಿರೂಪಿಸಲಾಗಿದೆ. ನಂದಗಡದಲ್ಲಿ ರಾಯಣ್ಣನ ಸಮಾಧಿ ಸ್ಥಳದ ಸಂಪೂರ್ಣ ಅಭಿವೃದ್ಧಿಗೆ ಕ್ರಮ ಕೈಗೊಳ್ಳಲಾಗಿದೆ. ಕ್ರಾಂತಿವೀರ ಸಂಗೊಳ್ಳಿ ರಾಯಣ್ಣನ ಪ್ರತಿಮೆ ಮತ್ತು ಸ್ಮಾರಕ ಮುಂತಾದವುಗಳು ನಿರ್ಮಾಣವಾಗಿ ಜನವರಿ 19-1-2026 ಸಂಗೊಳ್ಳಿ ಉತ್ಸವದ ಅಂಗವಾಗಿ ಮಾನ್ಯ ಮುಖ್ಯಮಂತ್ರಿಗಳು ಲೋಕಾರ್ಪಣೆಗೊಳಿಸಲಿದ್ದಾರೆ. [1175,2048,1494,2119]
sangolli-body-2: ಕ್ರಾಂತಿವೀರ ಸಂಗೊಳ್ಳಿ ರಾಯಣ್ಣನ ಯಶೋಗಾಥೆಯನ್ನು ವಾಸ್ತವಿಕ ನೆಲೆಗಟ್ಟಿನಲ್ಲಿ ಮೂರ್ತಿ ಶಿಲ್ಪ, ಉಬ್ಬುಶಿಲ್ಪ, ಚಿತ್ರ, ಫಲಕ, ಮಾಹಿತಿ ಫಲಕ, ಕಲಾಕೃತಿ, ಸ್ತಬ್ಧಚಿತ್ರ, ಪ್ರತಿಕೃತಿಗಳ ಮೂಲಕ ದೃಶ್ಯ ಶ್ರಾವ್ಯ ಮಾಧ್ಯಮದಲ್ಲಿ ನಿರೂಪಿಸಲಾಗಿದೆ. ಈ ಮ್ಯೂಸಿಯಂ ಪ್ರವಾಸಿಗರಿಗೆ ಮಾಹಿತಿ ಮತ್ತು ಮನರಂಜನೆಯ ಕೇಂದ್ರವಾಗಲಿದೆ. ಆರೋಗ್ಯ ಕೇಂದ್ರ, ಕಲ್ಯಾಣ ಮಂಟಪ, ಉದ್ಯಾನವನ ಹಾಗೂ ರಾಯಣ್ಣನ ಕಾಲದ ವಸ್ತುಗಳ ಪ್ರದರ್ಶನಾಲಯ ನಿರ್ಮಿಸಲಾಗಿದೆ. ಸಮಾಧಿ ಸ್ಥಳದ ಅಭಿವೃದ್ಧಿ ಕಾಮಗಾರಿಗಳು ಪ್ರಗತಿಯಲ್ಲಿವೆ. ರಾಯಣ್ಣನ ಜೀವನ ಚರಿತ್ರೆಯನ್ನು ಸಾರುವ ಭಿತ್ತಿ ಚಿತ್ರಗಳು ಒಳಗೊಂಡಿದೆ. [833,2048,1163,2134]
sangolli-kicker: ಸಂಗೊಳ್ಳಿ ಸುತ್ತಲಿನ ಇತರೆ ಗ್ರಾಮಗಳ ಅಭಿವೃದ್ಧಿಗೆ ಪೂರಕ [77,1248,555,1279]
date-label: 19 ಜನವರಿ 2026 [83,95,189,114]
bharat-col-1-text: ಸಂಸ್ಕೃತಿಗಳ ಸಂಪತ್ತದ್ಭರಿತವಾದ ಭಾರತದಲ್ಲಿ ಭಾರತೀಯರಾಗಿ ಉಳಿಯಲು ಹಿಂದೂ ಸಂಗಮದಂತಹ ಕಾರ್ಯಕ್ರಮಗಳ ಅಗತ್ಯವಿದೆ ಎಂದು ಶ್ರೀ ಜಗದ್ಗುರು ರಾಘವೇಂದ್ರ ಪೀಠ ಕಂಚಿಕ ಮಠದ ಶ್ರೀ ಮುಕ್ತಾನಂದ ಶ್ರೀಗಳು ಹೇಳಿದರು. ಬಂಟ್ವಾಳ ತಾಲೂಕು ಹಿಂದು ಸಂಗಮ ಆಯೋಜನಾ ಸಮಿತಿಯ ವತಿಯಿಂದ ಭಾನುವಾರ ನಡೆದ ಬೃಹತ್ ಹಿಂದೂ ಸಂಗಮ ಕಾರ್ಯಕ್ರಮದಲ್ಲಿ ಆಶೀರ್ವಚನ ನೀಡಿದರು. ದೇಶದ ಸನಾತನ ಹಿಂದೂ ಧರ್ಮದ ಮೇಲೆ ದಾಳಿಯನ್ನು ನೋಡಿ ಮನನೊಂದ ಹಿಂದೂ ಸಂಗಮ ಕಾರ್ಯಕ್ರಮವನ್ನು ಯಶಸ್ವಿಯಾಗಿಸುವ ಸಂಕಲ್ಪ ಮಾಡಬೇಕು. ರಾಷ್ಟ್ರೀಯ ಸ್ವಯಂ ಸೇವಕ ಸಂಘದ ದಕ್ಷಿಣ ಪ್ರಾಂತ ಕಾರ್ಯವಾಹ ಡಾ. ಜಯಪ್ರಕಾಶ್ ಎಂ. ಭಾರತ ಮಾತೆಗೆ ಪುಷ್ಪಾರ್ಚನೆ ಸಲ್ಲಿಸಿ [875,364,1079,540]
masthead [0,0,1542,138]
logo-text: ಹೊಸ ದಿಗಂತ [1186,61,1315,95]
section-title: ಪ್ರಾದೇಶಿಕ [580,66,687,108]
sangolli-headline-2a: ಸೈನಿಕ ಶಾಲೆ [77,1376,292,1444]
samiti-item-4-text: ನಂದಗಡದಲ್ಲಿ ಸಂಗೊಳ್ಳಿ ರಾಯಣ್ಣನನ್ನು ಗಲ್ಲಿಗೇರಿಸಿದ ಆಲದ ಮರದ ಸ್ಥಳದಲ್ಲಿ ಮ್ಯೂಸಿಯಂ ನಿರ್ಮಾಣ (ವೀರಭೂಮಿ) [412,1905,771,1938]
lead-kicker: ದಕ್ಷಿಣ ಕನ್ನಡ ಜಿಲ್ಲೆಯ ವಿವಿಧೆಡೆ ‘ಬೃಹತ್ ಹಿಂದೂ ಸಂಗಮ’ [483,150,1059,185]
